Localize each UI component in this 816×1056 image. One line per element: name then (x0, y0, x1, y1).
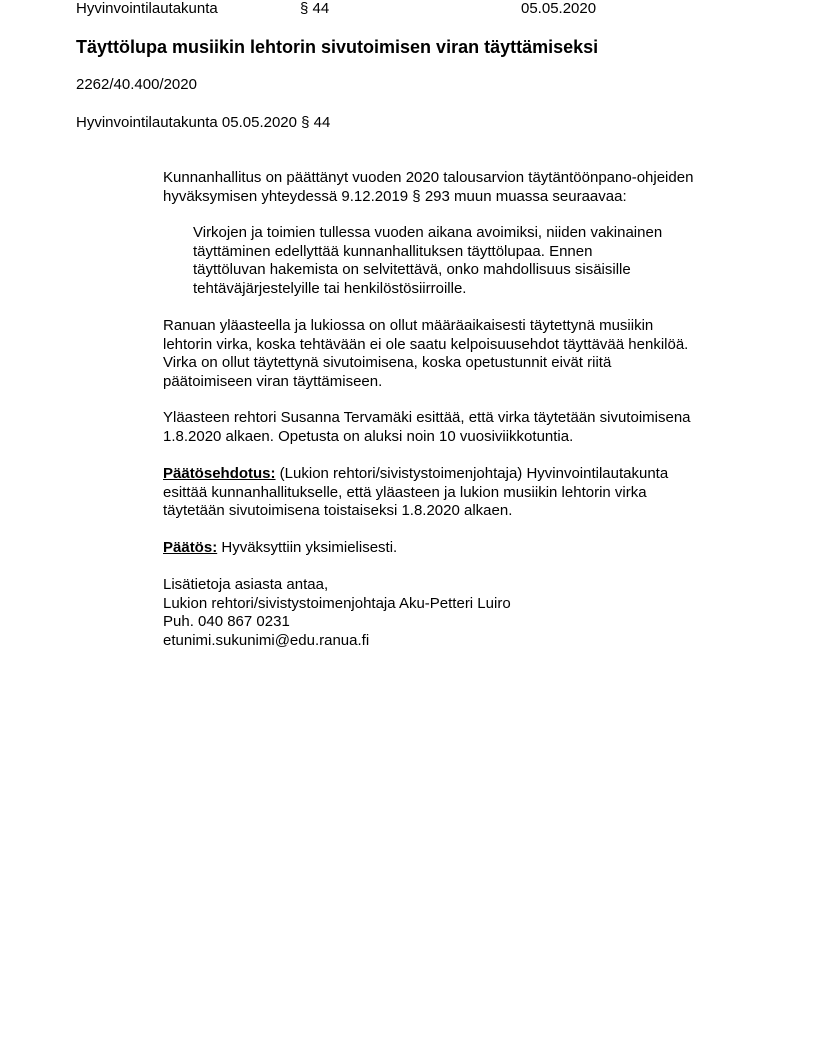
decision-proposal-label: Päätösehdotus: (163, 465, 276, 482)
contact-phone: Puh. 040 867 0231 (163, 613, 290, 630)
text-line: Kunnanhallitus on päättänyt vuoden 2020 talousarvion täytäntöönpano-ohjeiden (163, 169, 694, 186)
text-line: Lisätietoja asiasta antaa, (163, 576, 329, 593)
decision-proposal-paragraph (163, 465, 668, 521)
contact-paragraph (163, 576, 511, 650)
intro-paragraph (163, 169, 693, 206)
header-section: § 44 (300, 0, 330, 17)
text-line: esittää kunnanhallitukselle, että yläasteen ja lukion musiikin lehtorin virka (163, 483, 647, 501)
text-line: hyväksymisen yhteydessä 9.12.2019 § 293 muun muassa seuraavaa: (163, 187, 627, 205)
text-line: päätoimiseen viran täyttämiseen. (163, 372, 383, 390)
header-committee: Hyvinvointilautakunta (76, 0, 218, 17)
text-line: lehtorin virka, koska tehtävään ei ole saatu kelpoisuusehdot täyttävää henkilöä. (163, 335, 689, 353)
text-line: Virka on ollut täytettynä sivutoimisena, koska opetustunnit eivät riitä (163, 354, 612, 371)
text-line (163, 539, 397, 558)
decision-paragraph (163, 539, 397, 558)
text-line: tehtäväjärjestelyille tai henkilöstösiirroille. (193, 279, 467, 297)
text-line: Virkojen ja toimien tullessa vuoden aikana avoimiksi, niiden vakinainen (193, 224, 663, 241)
background-paragraph (163, 317, 688, 391)
text-line (163, 465, 668, 484)
decision-proposal-text: (Lukion rehtori/sivistystoimenjohtaja) Hyvinvointilautakunta (275, 465, 669, 482)
text-line: täytetään sivutoimisena toistaiseksi 1.8.2020 alkaen. (163, 502, 513, 519)
text-line: Yläasteen rehtori Susanna Tervamäki esittää, että virka täytetään sivutoimisena (163, 409, 691, 426)
quote-paragraph (193, 224, 662, 298)
text-line: Ranuan yläasteella ja lukiossa on ollut määräaikaisesti täytettynä musiikin (163, 317, 654, 334)
text-line: 1.8.2020 alkaen. Opetusta on aluksi noin 10 vuosiviikkotuntia. (163, 427, 574, 445)
decision-label: Päätös: (163, 539, 218, 556)
page-title: Täyttölupa musiikin lehtorin sivutoimisen viran täyttämiseksi (76, 37, 599, 57)
meeting-reference: Hyvinvointilautakunta 05.05.2020 § 44 (76, 114, 331, 131)
text-line: täyttöluvan hakemista on selvitettävä, onko mahdollisuus sisäisille (193, 261, 631, 278)
principal-proposal-paragraph (163, 409, 691, 446)
case-number: 2262/40.400/2020 (76, 76, 197, 93)
decision-text: Hyväksyttiin yksimielisesti. (217, 539, 398, 556)
text-line: täyttäminen edellyttää kunnanhallituksen täyttölupaa. Ennen (193, 242, 593, 260)
contact-name: Lukion rehtori/sivistystoimenjohtaja Aku-Petteri Luiro (163, 594, 511, 612)
contact-email: etunimi.sukunimi@edu.ranua.fi (163, 631, 370, 649)
header-date: 05.05.2020 (521, 0, 597, 17)
